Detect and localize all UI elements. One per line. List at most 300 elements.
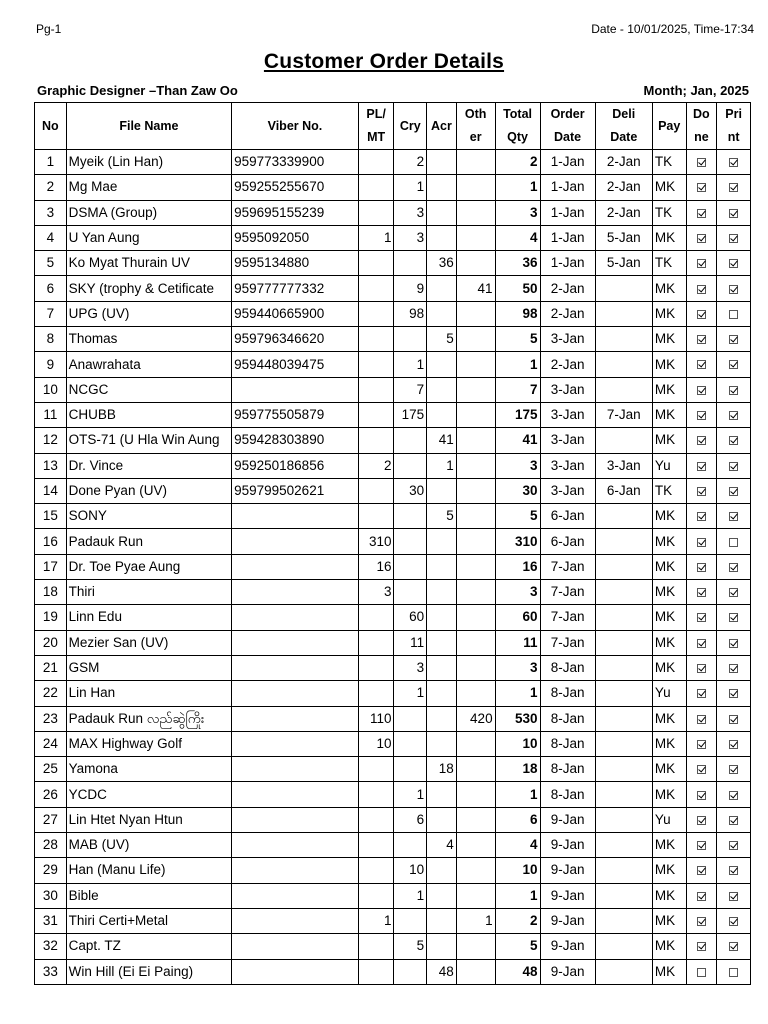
pay-cell: MK (652, 858, 686, 883)
other-cell (456, 858, 495, 883)
viber-number-cell: 959777777332 (232, 276, 359, 301)
page-number: Pg-1 (36, 22, 62, 36)
print-checkbox[interactable] (729, 158, 738, 167)
cry-cell (394, 428, 427, 453)
file-name-cell: Dr. Vince (66, 453, 231, 478)
pl-mt-cell (358, 200, 394, 225)
viber-number-cell (232, 630, 359, 655)
column-header (427, 103, 457, 150)
delivery-date-cell (595, 858, 652, 883)
acr-cell (427, 377, 457, 402)
print-checkbox[interactable] (729, 183, 738, 192)
acr-cell (427, 554, 457, 579)
print-checkbox[interactable] (729, 664, 738, 673)
row-number: 5 (35, 251, 67, 276)
other-cell (456, 478, 495, 503)
row-number: 6 (35, 276, 67, 301)
table-row (35, 757, 751, 782)
acr-cell (427, 175, 457, 200)
pl-mt-cell (358, 478, 394, 503)
column-header-line1: Viber No. (267, 119, 323, 133)
print-checkbox[interactable] (729, 487, 738, 496)
pl-mt-cell (358, 630, 394, 655)
file-name-cell: Linn Edu (66, 605, 231, 630)
done-cell (686, 858, 717, 883)
other-cell (456, 554, 495, 579)
order-date-cell: 9-Jan (540, 833, 595, 858)
acr-cell: 41 (427, 428, 457, 453)
print-checkbox[interactable] (729, 335, 738, 344)
cry-cell: 30 (394, 478, 427, 503)
done-checkbox[interactable] (697, 360, 706, 369)
order-date-cell: 8-Jan (540, 782, 595, 807)
done-cell (686, 706, 717, 731)
print-checkbox[interactable] (729, 563, 738, 572)
acr-cell (427, 478, 457, 503)
column-header (232, 103, 359, 150)
file-name-cell: YCDC (66, 782, 231, 807)
order-date-cell: 8-Jan (540, 757, 595, 782)
viber-number-cell (232, 504, 359, 529)
done-checkbox[interactable] (697, 487, 706, 496)
print-checkbox[interactable] (729, 942, 738, 951)
pay-cell: MK (652, 706, 686, 731)
done-checkbox[interactable] (697, 765, 706, 774)
order-date-cell: 6-Jan (540, 504, 595, 529)
file-name-cell: Thiri Certi+Metal (66, 908, 231, 933)
row-number: 27 (35, 807, 67, 832)
order-date-cell: 3-Jan (540, 402, 595, 427)
done-checkbox[interactable] (697, 841, 706, 850)
other-cell (456, 377, 495, 402)
done-checkbox[interactable] (697, 791, 706, 800)
viber-number-cell (232, 934, 359, 959)
other-cell: 420 (456, 706, 495, 731)
print-cell (717, 402, 751, 427)
done-checkbox[interactable] (697, 715, 706, 724)
print-checkbox[interactable] (729, 841, 738, 850)
cry-cell (394, 731, 427, 756)
done-cell (686, 251, 717, 276)
done-checkbox[interactable] (697, 942, 706, 951)
order-table (34, 102, 751, 985)
total-qty-cell: 48 (495, 959, 540, 984)
print-cell (717, 225, 751, 250)
table-row (35, 706, 751, 731)
cry-cell (394, 554, 427, 579)
done-checkbox[interactable] (697, 285, 706, 294)
pay-cell: MK (652, 554, 686, 579)
total-qty-cell: 6 (495, 807, 540, 832)
print-checkbox[interactable] (729, 411, 738, 420)
done-cell (686, 150, 717, 175)
other-cell (456, 934, 495, 959)
pay-cell: MK (652, 402, 686, 427)
print-checkbox[interactable] (729, 613, 738, 622)
pl-mt-cell: 10 (358, 731, 394, 756)
other-cell (456, 605, 495, 630)
pay-cell: MK (652, 301, 686, 326)
done-checkbox[interactable] (697, 436, 706, 445)
done-checkbox[interactable] (697, 234, 706, 243)
done-checkbox[interactable] (697, 512, 706, 521)
print-cell (717, 908, 751, 933)
print-cell (717, 706, 751, 731)
designer-label: Graphic Designer –Than Zaw Oo (37, 83, 238, 98)
done-cell (686, 301, 717, 326)
table-row (35, 200, 751, 225)
viber-number-cell (232, 858, 359, 883)
other-cell (456, 630, 495, 655)
done-checkbox[interactable] (697, 158, 706, 167)
print-checkbox[interactable] (729, 285, 738, 294)
pay-cell: MK (652, 504, 686, 529)
table-row (35, 554, 751, 579)
order-date-cell: 8-Jan (540, 681, 595, 706)
print-checkbox[interactable] (729, 917, 738, 926)
print-checkbox[interactable] (729, 209, 738, 218)
delivery-date-cell (595, 883, 652, 908)
acr-cell (427, 807, 457, 832)
print-checkbox[interactable] (729, 436, 738, 445)
done-checkbox[interactable] (697, 613, 706, 622)
done-cell (686, 175, 717, 200)
cry-cell: 3 (394, 200, 427, 225)
row-number: 33 (35, 959, 67, 984)
print-checkbox[interactable] (729, 968, 738, 977)
print-datetime: Date - 10/01/2025, Time-17:34 (591, 22, 754, 36)
pay-cell: MK (652, 731, 686, 756)
cry-cell (394, 529, 427, 554)
done-checkbox[interactable] (697, 917, 706, 926)
done-cell (686, 833, 717, 858)
order-date-cell: 7-Jan (540, 580, 595, 605)
file-name-cell: Padauk Run လည်ဆွဲကြိုး (66, 706, 231, 731)
print-checkbox[interactable] (729, 588, 738, 597)
row-number: 10 (35, 377, 67, 402)
other-cell (456, 731, 495, 756)
other-cell (456, 150, 495, 175)
print-checkbox[interactable] (729, 234, 738, 243)
print-checkbox[interactable] (729, 791, 738, 800)
delivery-date-cell: 3-Jan (595, 453, 652, 478)
cry-cell (394, 908, 427, 933)
done-checkbox[interactable] (697, 411, 706, 420)
acr-cell: 5 (427, 504, 457, 529)
done-cell (686, 681, 717, 706)
cry-cell: 3 (394, 225, 427, 250)
file-name-cell: Yamona (66, 757, 231, 782)
row-number: 28 (35, 833, 67, 858)
done-checkbox[interactable] (697, 183, 706, 192)
done-checkbox[interactable] (697, 664, 706, 673)
done-checkbox[interactable] (697, 968, 706, 977)
print-checkbox[interactable] (729, 259, 738, 268)
print-cell (717, 934, 751, 959)
total-qty-cell: 3 (495, 200, 540, 225)
row-number: 25 (35, 757, 67, 782)
row-number: 20 (35, 630, 67, 655)
other-cell (456, 301, 495, 326)
pl-mt-cell (358, 858, 394, 883)
cry-cell: 1 (394, 352, 427, 377)
done-checkbox[interactable] (697, 386, 706, 395)
print-checkbox[interactable] (729, 360, 738, 369)
other-cell (456, 959, 495, 984)
order-date-cell: 9-Jan (540, 959, 595, 984)
pl-mt-cell (358, 883, 394, 908)
print-checkbox[interactable] (729, 816, 738, 825)
delivery-date-cell (595, 807, 652, 832)
delivery-date-cell (595, 833, 652, 858)
row-number: 16 (35, 529, 67, 554)
done-cell (686, 478, 717, 503)
other-cell (456, 782, 495, 807)
pl-mt-cell (358, 757, 394, 782)
acr-cell (427, 529, 457, 554)
order-date-cell: 8-Jan (540, 731, 595, 756)
done-checkbox[interactable] (697, 816, 706, 825)
file-name-cell: CHUBB (66, 402, 231, 427)
acr-cell: 18 (427, 757, 457, 782)
print-checkbox[interactable] (729, 689, 738, 698)
total-qty-cell: 5 (495, 934, 540, 959)
print-checkbox[interactable] (729, 866, 738, 875)
acr-cell (427, 580, 457, 605)
table-row (35, 352, 751, 377)
pay-cell: MK (652, 833, 686, 858)
print-cell (717, 807, 751, 832)
other-cell (456, 655, 495, 680)
acr-cell: 4 (427, 833, 457, 858)
other-cell: 1 (456, 908, 495, 933)
done-checkbox[interactable] (697, 259, 706, 268)
done-cell (686, 630, 717, 655)
viber-number-cell: 959250186856 (232, 453, 359, 478)
row-number: 15 (35, 504, 67, 529)
pl-mt-cell (358, 504, 394, 529)
table-row (35, 504, 751, 529)
print-checkbox[interactable] (729, 892, 738, 901)
pay-cell: MK (652, 580, 686, 605)
row-number: 14 (35, 478, 67, 503)
file-name-cell: MAB (UV) (66, 833, 231, 858)
table-row (35, 529, 751, 554)
row-number: 18 (35, 580, 67, 605)
viber-number-cell (232, 554, 359, 579)
total-qty-cell: 16 (495, 554, 540, 579)
print-checkbox[interactable] (729, 310, 738, 319)
file-name-cell: OTS-71 (U Hla Win Aung (66, 428, 231, 453)
done-checkbox[interactable] (697, 563, 706, 572)
done-checkbox[interactable] (697, 209, 706, 218)
row-number: 31 (35, 908, 67, 933)
delivery-date-cell (595, 757, 652, 782)
done-cell (686, 934, 717, 959)
table-row (35, 883, 751, 908)
cry-cell: 7 (394, 377, 427, 402)
print-checkbox[interactable] (729, 462, 738, 471)
delivery-date-cell (595, 377, 652, 402)
order-date-cell: 8-Jan (540, 655, 595, 680)
row-number: 17 (35, 554, 67, 579)
pay-cell: TK (652, 150, 686, 175)
other-cell (456, 200, 495, 225)
done-checkbox[interactable] (697, 462, 706, 471)
acr-cell (427, 605, 457, 630)
pay-cell: MK (652, 605, 686, 630)
print-cell (717, 554, 751, 579)
column-header (717, 103, 751, 150)
file-name-cell: Done Pyan (UV) (66, 478, 231, 503)
table-row (35, 858, 751, 883)
total-qty-cell: 3 (495, 655, 540, 680)
pay-cell: MK (652, 225, 686, 250)
pl-mt-cell: 16 (358, 554, 394, 579)
acr-cell (427, 200, 457, 225)
done-checkbox[interactable] (697, 639, 706, 648)
done-checkbox[interactable] (697, 588, 706, 597)
delivery-date-cell (595, 782, 652, 807)
row-number: 24 (35, 731, 67, 756)
table-row (35, 731, 751, 756)
cry-cell: 98 (394, 301, 427, 326)
done-checkbox[interactable] (697, 740, 706, 749)
viber-number-cell (232, 757, 359, 782)
print-checkbox[interactable] (729, 639, 738, 648)
row-number: 11 (35, 402, 67, 427)
pl-mt-cell (358, 934, 394, 959)
done-cell (686, 377, 717, 402)
pay-cell: MK (652, 630, 686, 655)
done-checkbox[interactable] (697, 310, 706, 319)
other-cell (456, 883, 495, 908)
table-row (35, 959, 751, 984)
done-cell (686, 757, 717, 782)
delivery-date-cell (595, 630, 652, 655)
pay-cell: Yu (652, 453, 686, 478)
row-number: 23 (35, 706, 67, 731)
row-number: 19 (35, 605, 67, 630)
total-qty-cell: 530 (495, 706, 540, 731)
file-name-cell: DSMA (Group) (66, 200, 231, 225)
table-row (35, 833, 751, 858)
done-checkbox[interactable] (697, 538, 706, 547)
viber-number-cell: 959255255670 (232, 175, 359, 200)
order-date-cell: 9-Jan (540, 807, 595, 832)
file-name-cell: NCGC (66, 377, 231, 402)
other-cell: 41 (456, 276, 495, 301)
column-header (686, 103, 717, 150)
column-header-line1: File Name (119, 119, 179, 133)
print-cell (717, 833, 751, 858)
delivery-date-cell (595, 428, 652, 453)
done-cell (686, 959, 717, 984)
order-date-cell: 3-Jan (540, 478, 595, 503)
done-checkbox[interactable] (697, 866, 706, 875)
other-cell (456, 681, 495, 706)
order-date-cell: 1-Jan (540, 225, 595, 250)
viber-number-cell (232, 807, 359, 832)
header-row (35, 103, 751, 150)
file-name-cell: U Yan Aung (66, 225, 231, 250)
pl-mt-cell (358, 605, 394, 630)
column-header (495, 103, 540, 150)
print-cell (717, 529, 751, 554)
viber-number-cell (232, 833, 359, 858)
column-header-line1: Deli (612, 107, 636, 121)
cry-cell: 1 (394, 681, 427, 706)
table-row (35, 402, 751, 427)
order-date-cell: 1-Jan (540, 251, 595, 276)
table-body (35, 150, 751, 985)
pl-mt-cell (358, 807, 394, 832)
table-row (35, 605, 751, 630)
pl-mt-cell (358, 833, 394, 858)
delivery-date-cell (595, 504, 652, 529)
table-row (35, 377, 751, 402)
cry-cell (394, 959, 427, 984)
done-cell (686, 352, 717, 377)
pl-mt-cell (358, 655, 394, 680)
cry-cell: 10 (394, 858, 427, 883)
done-checkbox[interactable] (697, 892, 706, 901)
column-header-line1: No (41, 119, 59, 133)
print-checkbox[interactable] (729, 715, 738, 724)
column-header-line1: PL/ (366, 107, 386, 121)
file-name-cell: MAX Highway Golf (66, 731, 231, 756)
pl-mt-cell: 310 (358, 529, 394, 554)
pay-cell: MK (652, 175, 686, 200)
acr-cell (427, 681, 457, 706)
order-date-cell: 9-Jan (540, 908, 595, 933)
pay-cell: MK (652, 959, 686, 984)
print-checkbox[interactable] (729, 538, 738, 547)
total-qty-cell: 11 (495, 630, 540, 655)
column-header-line1: Total (503, 107, 533, 121)
delivery-date-cell (595, 908, 652, 933)
print-checkbox[interactable] (729, 740, 738, 749)
delivery-date-cell (595, 352, 652, 377)
order-date-cell: 7-Jan (540, 630, 595, 655)
done-checkbox[interactable] (697, 335, 706, 344)
print-checkbox[interactable] (729, 765, 738, 774)
total-qty-cell: 1 (495, 782, 540, 807)
viber-number-cell: 959796346620 (232, 327, 359, 352)
print-cell (717, 478, 751, 503)
print-checkbox[interactable] (729, 386, 738, 395)
pay-cell: Yu (652, 807, 686, 832)
cry-cell: 3 (394, 655, 427, 680)
table-row (35, 225, 751, 250)
print-cell (717, 301, 751, 326)
viber-number-cell (232, 959, 359, 984)
row-number: 29 (35, 858, 67, 883)
viber-number-cell (232, 377, 359, 402)
total-qty-cell: 4 (495, 225, 540, 250)
print-checkbox[interactable] (729, 512, 738, 521)
viber-number-cell: 959428303890 (232, 428, 359, 453)
acr-cell (427, 782, 457, 807)
column-header (66, 103, 231, 150)
cry-cell (394, 251, 427, 276)
done-checkbox[interactable] (697, 689, 706, 698)
month-label: Month; Jan, 2025 (643, 83, 749, 98)
total-qty-cell: 310 (495, 529, 540, 554)
delivery-date-cell: 6-Jan (595, 478, 652, 503)
delivery-date-cell (595, 959, 652, 984)
pl-mt-cell (358, 428, 394, 453)
